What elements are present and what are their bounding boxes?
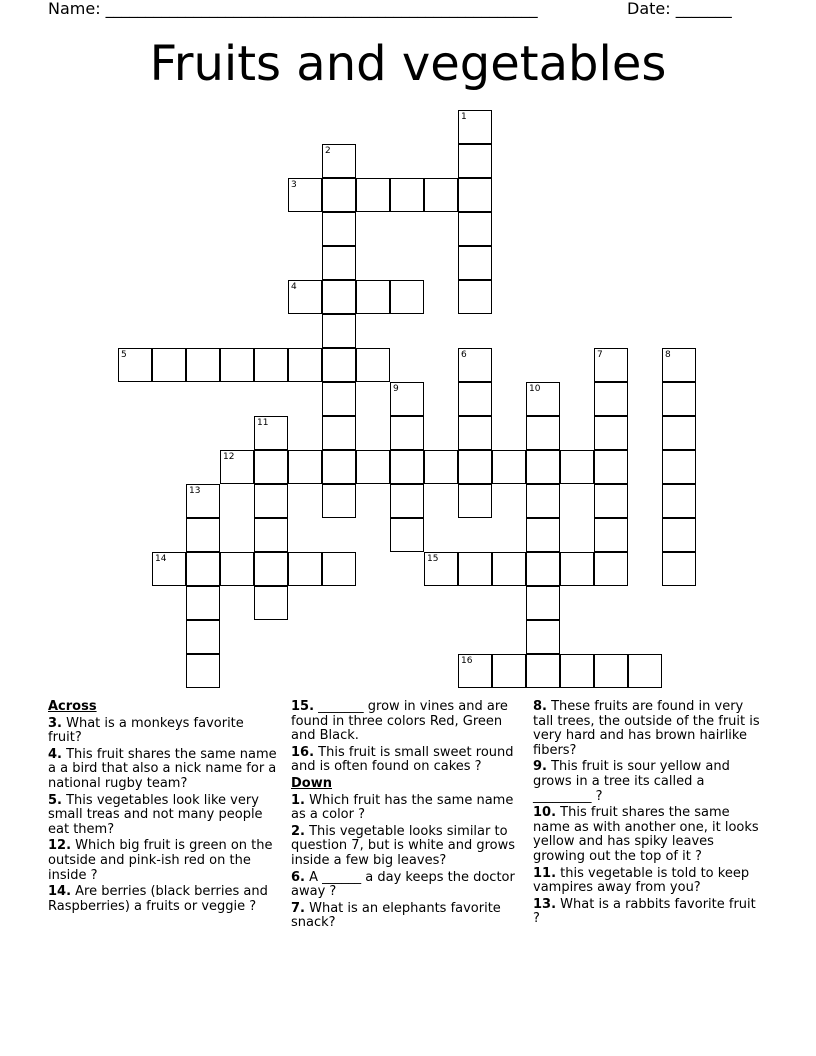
- crossword-cell[interactable]: [254, 518, 288, 552]
- clue-item-number: 12.: [48, 838, 72, 854]
- crossword-cell[interactable]: [356, 348, 390, 382]
- date-field-label: Date: _______: [627, 0, 732, 18]
- crossword-cell[interactable]: [322, 484, 356, 518]
- crossword-cell[interactable]: [322, 314, 356, 348]
- crossword-cell[interactable]: [662, 450, 696, 484]
- crossword-cell[interactable]: [390, 178, 424, 212]
- crossword-cell[interactable]: [322, 552, 356, 586]
- crossword-cell[interactable]: [288, 450, 322, 484]
- crossword-cell[interactable]: [424, 450, 458, 484]
- crossword-cell[interactable]: [356, 178, 390, 212]
- clue-item: [533, 806, 765, 864]
- crossword-cell[interactable]: [662, 552, 696, 586]
- crossword-cell[interactable]: [526, 450, 560, 484]
- clue-item: [291, 746, 523, 775]
- crossword-cell[interactable]: [322, 212, 356, 246]
- clues-column-3: [533, 700, 765, 929]
- clues-column-1: [48, 700, 280, 916]
- crossword-cell[interactable]: [594, 348, 628, 382]
- crossword-cell[interactable]: [322, 348, 356, 382]
- crossword-cell[interactable]: [254, 348, 288, 382]
- clue-item: [533, 700, 765, 758]
- crossword-cell[interactable]: [458, 552, 492, 586]
- crossword-cell[interactable]: [594, 450, 628, 484]
- clue-item-number: 3.: [48, 715, 62, 731]
- clue-number: 4: [291, 282, 297, 292]
- crossword-cell[interactable]: [288, 178, 322, 212]
- crossword-cell[interactable]: [322, 178, 356, 212]
- down-heading: Down: [291, 775, 332, 791]
- clue-item-number: 6.: [291, 869, 305, 885]
- crossword-cell[interactable]: [458, 110, 492, 144]
- crossword-cell[interactable]: [390, 484, 424, 518]
- crossword-cell[interactable]: [526, 518, 560, 552]
- crossword-cell[interactable]: [458, 246, 492, 280]
- crossword-cell[interactable]: [322, 280, 356, 314]
- crossword-cell[interactable]: [186, 552, 220, 586]
- crossword-cell[interactable]: [220, 450, 254, 484]
- crossword-cell[interactable]: [186, 348, 220, 382]
- clues-column-2: [291, 700, 523, 933]
- across-heading: Across: [48, 699, 97, 714]
- clue-item: [291, 871, 523, 900]
- crossword-cell[interactable]: [526, 484, 560, 518]
- crossword-cell[interactable]: [220, 552, 254, 586]
- crossword-cell[interactable]: [254, 484, 288, 518]
- crossword-cell[interactable]: [662, 382, 696, 416]
- clue-item: [291, 700, 523, 744]
- clue-item-text: This vegetable looks similar to question 7, but is white and grows inside a few big leaves?: [291, 823, 516, 868]
- clue-item-number: 10.: [533, 805, 557, 821]
- crossword-cell[interactable]: [288, 552, 322, 586]
- clue-number: 15: [427, 554, 439, 564]
- clue-item: [48, 794, 280, 838]
- crossword-cell[interactable]: [526, 382, 560, 416]
- crossword-cell[interactable]: [492, 552, 526, 586]
- crossword-cell[interactable]: [458, 484, 492, 518]
- crossword-cell[interactable]: [390, 518, 424, 552]
- clue-item-text: These fruits are found in very tall trees, the outside of the fruit is very hard and has brown hairlike fibers?: [533, 699, 760, 758]
- crossword-cell[interactable]: [390, 280, 424, 314]
- crossword-cell[interactable]: [594, 484, 628, 518]
- crossword-cell[interactable]: [594, 552, 628, 586]
- clue-item-number: 13.: [533, 896, 557, 912]
- crossword-cell[interactable]: [458, 450, 492, 484]
- crossword-cell[interactable]: [560, 450, 594, 484]
- clue-item: [533, 867, 765, 896]
- crossword-cell[interactable]: [526, 552, 560, 586]
- clue-item: [48, 748, 280, 792]
- crossword-cell[interactable]: [152, 348, 186, 382]
- crossword-cell[interactable]: [458, 654, 492, 688]
- crossword-cell[interactable]: [526, 654, 560, 688]
- crossword-cell[interactable]: [254, 450, 288, 484]
- crossword-cell[interactable]: [322, 144, 356, 178]
- clue-item-text: Which big fruit is green on the outside and pink-ish red on the inside ?: [48, 838, 273, 883]
- crossword-cell[interactable]: [628, 654, 662, 688]
- clue-item-text: What is a monkeys favorite fruit?: [48, 715, 244, 746]
- crossword-cell[interactable]: [594, 654, 628, 688]
- crossword-cell[interactable]: [254, 416, 288, 450]
- crossword-cell[interactable]: [458, 280, 492, 314]
- crossword-cell[interactable]: [288, 280, 322, 314]
- clue-item: [533, 898, 765, 927]
- crossword-cell[interactable]: [288, 348, 322, 382]
- clue-number: 8: [665, 350, 671, 360]
- crossword-cell[interactable]: [390, 416, 424, 450]
- crossword-cell[interactable]: [458, 416, 492, 450]
- clue-item-number: 2.: [291, 823, 305, 839]
- clue-item-text: this vegetable is told to keep vampires away from you?: [533, 865, 750, 896]
- clue-number: 5: [121, 350, 127, 360]
- clue-item-text: This fruit is small sweet round and is often found on cakes ?: [291, 744, 514, 775]
- crossword-cell[interactable]: [322, 450, 356, 484]
- clue-item: [48, 885, 280, 914]
- crossword-cell[interactable]: [152, 552, 186, 586]
- clue-item-number: 15.: [291, 699, 315, 714]
- clue-item-text: This fruit is sour yellow and grows in a tree its called a _________ ?: [533, 759, 730, 804]
- clue-item-text: This fruit shares the same name a a bird that also a nick name for a national rugby team?: [48, 746, 277, 791]
- clue-item-number: 16.: [291, 744, 315, 760]
- crossword-cell[interactable]: [526, 416, 560, 450]
- crossword-cell[interactable]: [424, 178, 458, 212]
- clue-item-number: 4.: [48, 746, 62, 762]
- crossword-cell[interactable]: [220, 348, 254, 382]
- crossword-cell[interactable]: [594, 382, 628, 416]
- crossword-cell[interactable]: [662, 484, 696, 518]
- clue-number: 7: [597, 350, 603, 360]
- clue-item-text: Which fruit has the same name as a color ?: [291, 792, 514, 823]
- crossword-cell[interactable]: [662, 348, 696, 382]
- clue-item-number: 7.: [291, 900, 305, 916]
- crossword-cell[interactable]: [594, 518, 628, 552]
- clue-item-text: _______ grow in vines and are found in three colors Red, Green and Black.: [291, 699, 508, 744]
- crossword-cell[interactable]: [322, 416, 356, 450]
- crossword-cell[interactable]: [356, 450, 390, 484]
- clue-item-number: 5.: [48, 792, 62, 808]
- crossword-cell[interactable]: [390, 382, 424, 416]
- crossword-cell[interactable]: [526, 586, 560, 620]
- clue-number: 10: [529, 384, 541, 394]
- crossword-cell[interactable]: [322, 246, 356, 280]
- clue-item-number: 9.: [533, 759, 547, 775]
- crossword-cell[interactable]: [186, 518, 220, 552]
- crossword-cell[interactable]: [594, 416, 628, 450]
- clue-number: 2: [325, 146, 331, 156]
- crossword-cell[interactable]: [322, 382, 356, 416]
- clue-number: 9: [393, 384, 399, 394]
- crossword-cell[interactable]: [526, 620, 560, 654]
- crossword-cell[interactable]: [458, 212, 492, 246]
- clue-number: 13: [189, 486, 201, 496]
- crossword-cell[interactable]: [492, 450, 526, 484]
- clue-number: 3: [291, 180, 297, 190]
- crossword-cell[interactable]: [662, 416, 696, 450]
- crossword-cell[interactable]: [186, 620, 220, 654]
- crossword-cell[interactable]: [186, 654, 220, 688]
- clue-item-text: Are berries (black berries and Raspberries) a fruits or veggie ?: [48, 884, 268, 914]
- crossword-cell[interactable]: [560, 552, 594, 586]
- crossword-cell[interactable]: [458, 144, 492, 178]
- page-title: Fruits and vegetables: [149, 36, 667, 92]
- clue-item: [533, 760, 765, 804]
- clue-item: [291, 825, 523, 869]
- clue-item: [48, 839, 280, 883]
- crossword-cell[interactable]: [118, 348, 152, 382]
- crossword-cell[interactable]: [560, 654, 594, 688]
- clue-item-text: This vegetables look like very small treas and not many people eat them?: [48, 792, 263, 837]
- crossword-cell[interactable]: [458, 178, 492, 212]
- clue-item-text: What is an elephants favorite snack?: [291, 900, 501, 931]
- clue-item-number: 14.: [48, 884, 72, 900]
- name-field-label: Name: ______________________________________________________: [48, 0, 538, 18]
- crossword-cell[interactable]: [662, 518, 696, 552]
- crossword-cell[interactable]: [458, 348, 492, 382]
- clue-number: 11: [257, 418, 269, 428]
- crossword-cell[interactable]: [390, 450, 424, 484]
- crossword-cell[interactable]: [186, 484, 220, 518]
- clue-number: 14: [155, 554, 167, 564]
- crossword-cell[interactable]: [356, 280, 390, 314]
- clue-item-text: This fruit shares the same name as with another one, it looks yellow and has spiky leaves growing out the top of it ?: [533, 805, 759, 864]
- clue-number: 1: [461, 112, 467, 122]
- crossword-cell[interactable]: [424, 552, 458, 586]
- clue-number: 6: [461, 350, 467, 360]
- crossword-cell[interactable]: [254, 552, 288, 586]
- clue-item-number: 8.: [533, 699, 547, 714]
- crossword-cell[interactable]: [492, 654, 526, 688]
- clue-number: 12: [223, 452, 235, 462]
- clue-item: [291, 794, 523, 823]
- crossword-cell[interactable]: [186, 586, 220, 620]
- clue-item-text: What is a rabbits favorite fruit ?: [533, 896, 756, 927]
- clue-number: 16: [461, 656, 473, 666]
- clue-item-number: 11.: [533, 865, 557, 881]
- crossword-cell[interactable]: [254, 586, 288, 620]
- clue-item-number: 1.: [291, 792, 305, 808]
- clue-item: [291, 902, 523, 931]
- crossword-cell[interactable]: [458, 382, 492, 416]
- clue-item: [48, 717, 280, 746]
- clue-item-text: A ______ a day keeps the doctor away ?: [291, 869, 515, 900]
